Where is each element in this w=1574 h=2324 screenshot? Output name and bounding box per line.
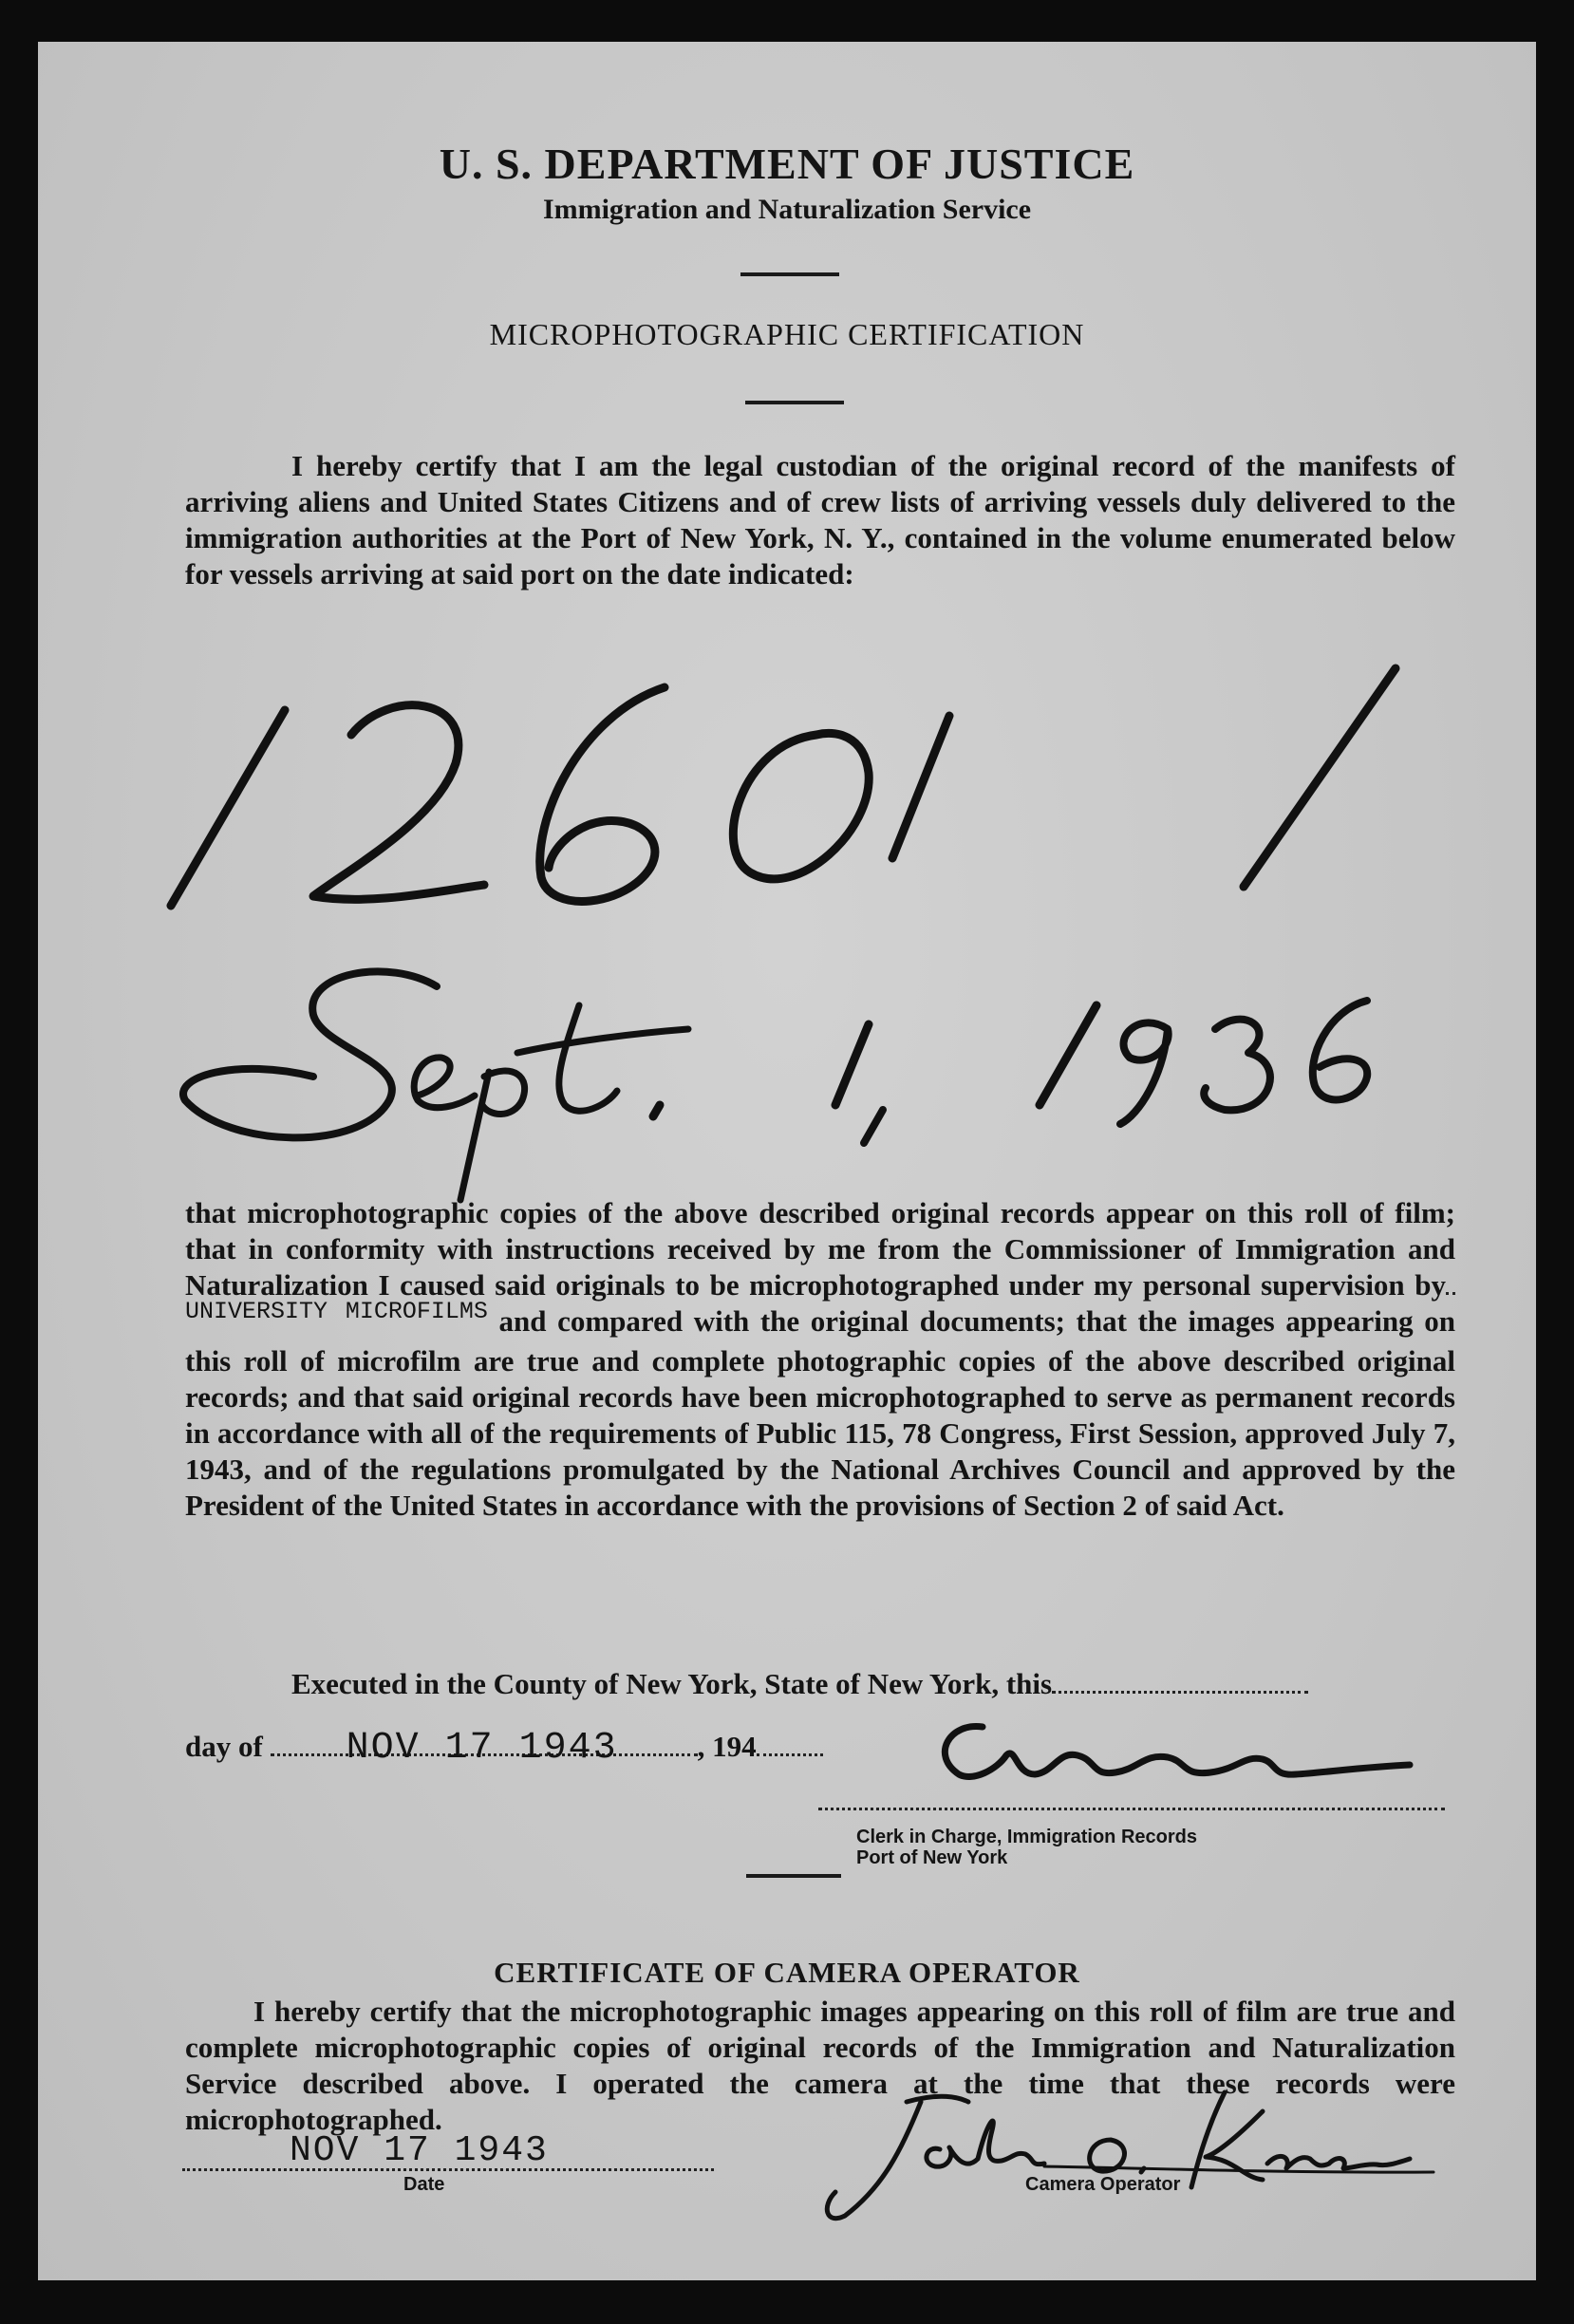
camera-operator-label: Camera Operator [1025,2174,1181,2195]
clerk-title-line2: Port of New York [856,1847,1008,1868]
intro-paragraph: I hereby certify that I am the legal custodian of the original record of the manifests of arriving aliens and United States Citizens and of crew lists of arriving vessels duly delivered to the immigration authorities at the Port of New York, N. Y., contained in the volume enumerated below for vessels arriving at said port on the date indicated: [185,449,1455,590]
title-divider [745,401,844,404]
date-label: Date [403,2174,445,2195]
certificate-page [38,42,1536,2280]
body-part-one: that microphotographic copies of the above described original records appear on this roll of film; that in conformity with instructions received by me from the Commissioner of Immigration and Naturalization I caused said originals to be microphotographed under my personal supervision by [185,1196,1455,1302]
certification-title: MICROPHOTOGRAPHIC CERTIFICATION [489,317,1085,351]
photographer-dotted-line [1446,1292,1455,1295]
header-divider [740,272,839,276]
operator-signature-drawing [816,2073,1443,2225]
executed-line [185,1667,1455,1701]
year-dotted-line [757,1753,823,1756]
camera-operator-paragraph: I hereby certify that the microphotographic images appearing on this roll of film are true and complete microphotographic copies of original records of the Immigration and Naturalization Service described above. I operated the camera at the time that these records were microphotographed. [185,1995,1455,2136]
executed-dotted-line [1052,1691,1308,1694]
clerk-signature-drawing [892,1698,1424,1803]
certification-body [185,1195,1455,1524]
operator-signature [816,2073,1443,2225]
clerk-signature-line [818,1808,1445,1810]
operator-date-stamp: NOV 17 1943 [290,2130,549,2171]
clerk-signature [892,1698,1424,1803]
executed-line-text: Executed in the County of New York, State of New York, this [291,1667,1053,1700]
execution-date-stamp: NOV 17 1943 [346,1727,618,1770]
handwritten-entry [133,630,1462,1219]
year-prefix: , 194 [697,1730,757,1763]
body-part-two: and compared with the original documents; that the images appearing on this roll of microfilm are true and complete photographic copies of the above described original records; and that said original records have been microphotographed to serve as permanent records in accordance with all of the requirements of Public 115, 78 Congress, First Session, approved July 7, 1943, and of the regulations promulgated by the National Archives Council and approved by the President of the United States in accordance with the provisions of Section 2 of said Act. [185,1304,1455,1522]
clerk-title-line1: Clerk in Charge, Immigration Records [856,1827,1197,1847]
department-heading: U. S. DEPARTMENT OF JUSTICE [439,140,1135,188]
day-of-label: day of [185,1730,263,1763]
service-subheading: Immigration and Naturalization Service [542,194,1032,225]
photographer-stamp: UNIVERSITY MICROFILMS [185,1298,488,1325]
handwritten-volume-date-drawing [133,630,1462,1219]
day-of-dotted-line [271,1727,698,1770]
camera-operator-title: CERTIFICATE OF CAMERA OPERATOR [494,1956,1080,1989]
section-divider [746,1874,841,1878]
